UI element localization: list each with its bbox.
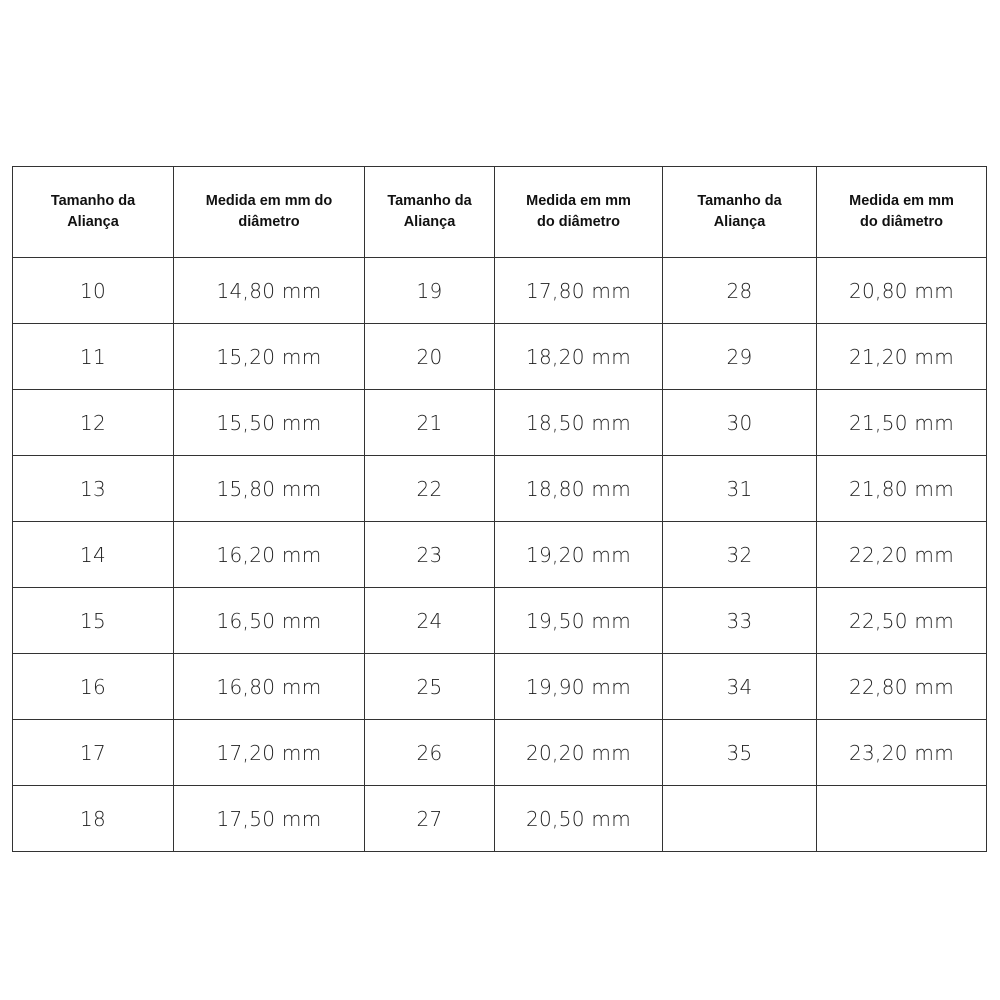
ring-size-cell: 35: [663, 720, 817, 786]
empty-cell: [817, 786, 987, 852]
diameter-cell: 19,50 mm: [495, 588, 663, 654]
diameter-cell: 15,20 mm: [174, 324, 365, 390]
header-label: Tamanho da Aliança: [50, 193, 136, 230]
diameter-cell: 22,80 mm: [817, 654, 987, 720]
ring-size-cell: 26: [365, 720, 495, 786]
ring-size-cell: 25: [365, 654, 495, 720]
header-label: Tamanho da Aliança: [387, 193, 472, 230]
diameter-cell: 18,80 mm: [495, 456, 663, 522]
diameter-cell: 22,20 mm: [817, 522, 987, 588]
ring-size-cell: 22: [365, 456, 495, 522]
table-row: [13, 654, 987, 720]
table-row: [13, 522, 987, 588]
table-row: [13, 258, 987, 324]
ring-size-cell: 32: [663, 522, 817, 588]
diameter-cell: 20,80 mm: [817, 258, 987, 324]
ring-size-cell: 10: [13, 258, 174, 324]
ring-size-cell: 34: [663, 654, 817, 720]
ring-size-cell: 15: [13, 588, 174, 654]
header-row: [13, 167, 987, 258]
header-diameter-mm: [495, 167, 663, 258]
ring-size-cell: 16: [13, 654, 174, 720]
diameter-cell: 17,80 mm: [495, 258, 663, 324]
diameter-cell: 14,80 mm: [174, 258, 365, 324]
diameter-cell: 18,20 mm: [495, 324, 663, 390]
diameter-cell: 23,20 mm: [817, 720, 987, 786]
header-ring-size: [365, 167, 495, 258]
diameter-cell: 17,20 mm: [174, 720, 365, 786]
diameter-cell: 16,80 mm: [174, 654, 365, 720]
diameter-cell: 16,20 mm: [174, 522, 365, 588]
ring-size-cell: 33: [663, 588, 817, 654]
table-row: [13, 456, 987, 522]
header-label: Medida em mm do diâmetro: [526, 193, 631, 230]
ring-size-cell: 30: [663, 390, 817, 456]
ring-size-cell: 14: [13, 522, 174, 588]
ring-size-cell: 13: [13, 456, 174, 522]
ring-size-table: [12, 166, 987, 852]
diameter-cell: 21,50 mm: [817, 390, 987, 456]
table-row: [13, 588, 987, 654]
empty-cell: [663, 786, 817, 852]
ring-size-cell: 28: [663, 258, 817, 324]
table-row: [13, 390, 987, 456]
ring-size-cell: 21: [365, 390, 495, 456]
ring-size-cell: 20: [365, 324, 495, 390]
ring-size-cell: 23: [365, 522, 495, 588]
diameter-cell: 21,80 mm: [817, 456, 987, 522]
ring-size-cell: 18: [13, 786, 174, 852]
header-diameter-mm: [174, 167, 365, 258]
ring-size-cell: 24: [365, 588, 495, 654]
ring-size-cell: 12: [13, 390, 174, 456]
ring-size-cell: 19: [365, 258, 495, 324]
header-label: Medida em mm do diâmetro: [849, 193, 954, 230]
diameter-cell: 16,50 mm: [174, 588, 365, 654]
header-label: Medida em mm do diâmetro: [205, 193, 333, 230]
table-row: [13, 324, 987, 390]
diameter-cell: 15,50 mm: [174, 390, 365, 456]
ring-size-cell: 17: [13, 720, 174, 786]
diameter-cell: 18,50 mm: [495, 390, 663, 456]
diameter-cell: 20,20 mm: [495, 720, 663, 786]
diameter-cell: 17,50 mm: [174, 786, 365, 852]
header-ring-size: [13, 167, 174, 258]
diameter-cell: 19,90 mm: [495, 654, 663, 720]
ring-size-cell: 27: [365, 786, 495, 852]
ring-size-cell: 31: [663, 456, 817, 522]
table-row: [13, 786, 987, 852]
ring-size-cell: 11: [13, 324, 174, 390]
diameter-cell: 19,20 mm: [495, 522, 663, 588]
diameter-cell: 15,80 mm: [174, 456, 365, 522]
ring-size-cell: 29: [663, 324, 817, 390]
diameter-cell: 21,20 mm: [817, 324, 987, 390]
header-ring-size: [663, 167, 817, 258]
diameter-cell: 20,50 mm: [495, 786, 663, 852]
diameter-cell: 22,50 mm: [817, 588, 987, 654]
header-diameter-mm: [817, 167, 987, 258]
table-row: [13, 720, 987, 786]
header-label: Tamanho da Aliança: [697, 193, 782, 230]
